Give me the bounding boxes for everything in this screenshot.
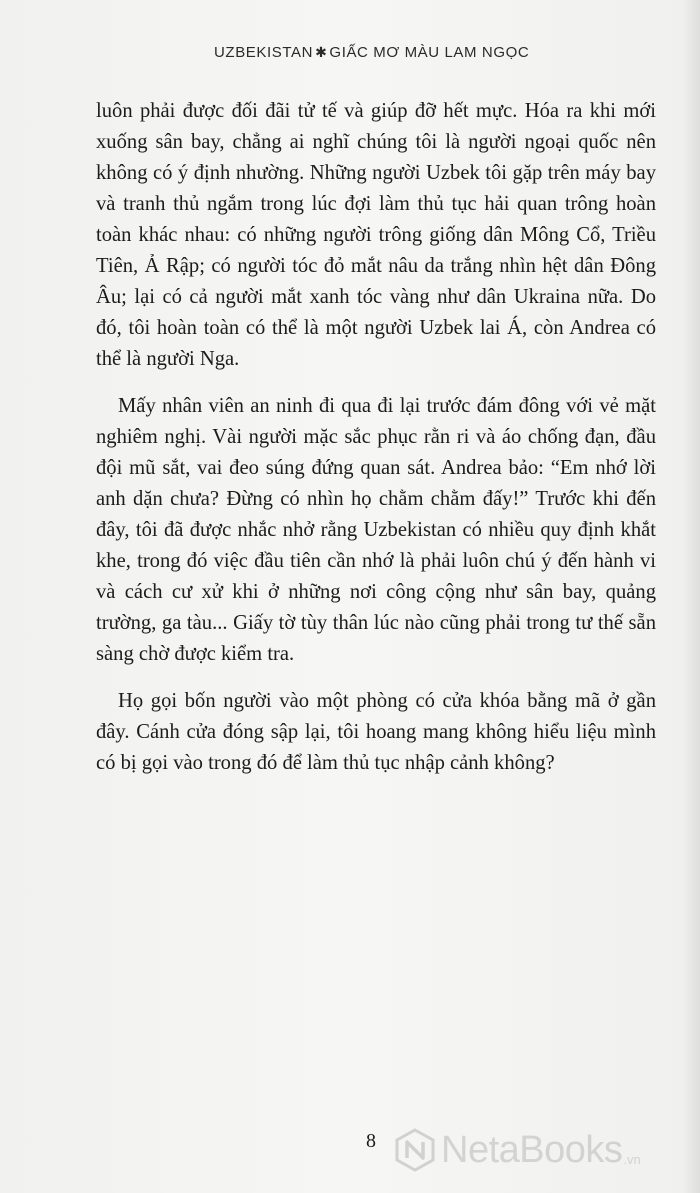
paragraph-1: luôn phải được đối đãi tử tế và giúp đỡ hết mực. Hóa ra khi mới xuống sân bay, chẳng ai nghĩ chúng tôi là người ngoại quốc nên không có ý định nhường. Những người Uzbek tôi gặp trên máy bay và tranh thủ ngắm trong lúc đợi làm thủ tục hải quan trông hoàn toàn khác nhau: có những người trông giống dân Mông Cổ, Triều Tiên, Ả Rập; có người tóc đỏ mắt nâu da trắng nhìn hệt dân Đông Âu; lại có cả người mắt xanh tóc vàng như dân Ukraina nữa. Do đó, tôi hoàn toàn có thể là một người Uzbek lai Á, còn Andrea có thể là người Nga. (96, 100, 656, 370)
paragraph-2: Mấy nhân viên an ninh đi qua đi lại trước đám đông với vẻ mặt nghiêm nghị. Vài người mặc sắc phục rằn ri và áo chống đạn, đầu đội mũ sắt, vai đeo súng đứng quan sát. Andrea bảo: “Em nhớ lời anh dặn chưa? Đừng có nhìn họ chằm chằm đấy!” Trước khi đến đây, tôi đã được nhắc nhở rằng Uzbekistan có nhiều quy định khắt khe, trong đó việc đầu tiên cần nhớ là phải luôn chú ý đến hành vi và cách cư xử khi ở những nơi công cộng như sân bay, quảng trường, ga tàu... Giấy tờ tùy thân lúc nào cũng phải trong tư thế sẵn sàng chờ được kiểm tra. (96, 395, 656, 665)
watermark-brand: NetaBooks (441, 1129, 623, 1171)
header-book-title: GIẤC MƠ MÀU LAM NGỌC (329, 44, 530, 61)
watermark-suffix: .vn (623, 1151, 641, 1167)
netabooks-logo-icon (393, 1128, 437, 1172)
header-separator-icon: ✱ (315, 44, 328, 60)
page-number: 8 (366, 1130, 376, 1152)
page-edge-shadow (682, 0, 700, 1193)
body-text (96, 96, 656, 795)
header-country: UZBEKISTAN (214, 44, 314, 61)
paragraph-3: Họ gọi bốn người vào một phòng có cửa khóa bằng mã ở gần đây. Cánh cửa đóng sập lại, tôi hoang mang không hiểu liệu mình có bị gọi vào trong đó để làm thủ tục nhập cảnh không? (96, 690, 656, 774)
running-header (214, 44, 530, 61)
netabooks-watermark (393, 1120, 697, 1180)
